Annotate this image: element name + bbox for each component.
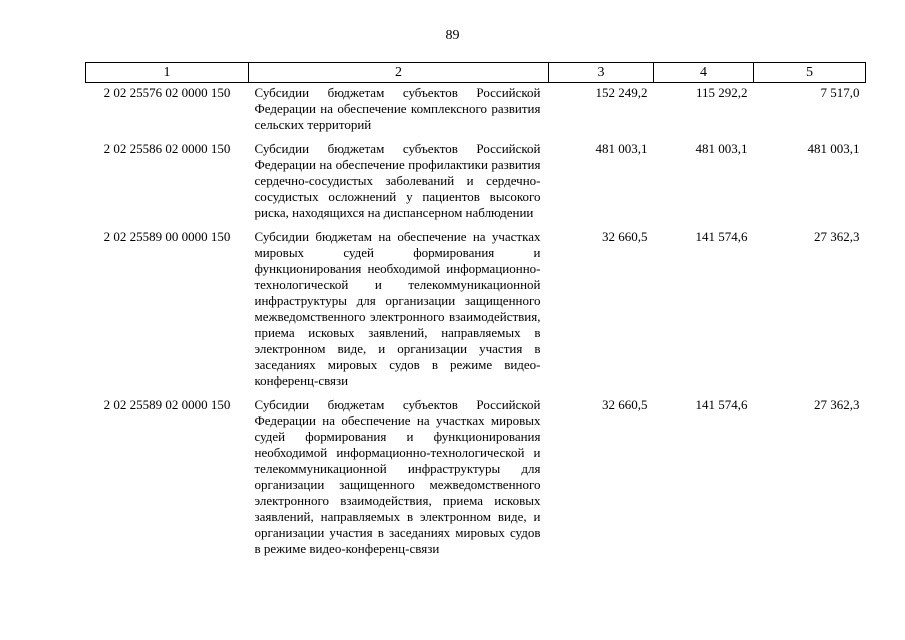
budget-code: 2 02 25576 02 0000 150 <box>103 85 231 100</box>
amount-col-4: 141 574,6 <box>695 397 748 412</box>
amount-col-3: 481 003,1 <box>595 141 648 156</box>
page-number: 89 <box>445 28 460 43</box>
budget-code: 2 02 25586 02 0000 150 <box>103 141 231 156</box>
amount-col-5: 27 362,3 <box>814 229 860 244</box>
table-row <box>86 395 866 563</box>
amount-col-3: 32 660,5 <box>602 397 648 412</box>
budget-table <box>85 62 866 563</box>
budget-code: 2 02 25589 02 0000 150 <box>103 397 231 412</box>
amount-col-4: 115 292,2 <box>695 85 748 100</box>
row-description: Субсидии бюджетам на обеспечение на участках мировых судей формирования и функционирования необходимой информационно-технологической и телекоммуникационной инфраструктуры для организации защищенного межведомственного электронного взаимодействия, приема исковых заявлений, направляемых в электронном виде, и организации участия в заседаниях мировых судов в режиме видео-конференц-связи <box>254 229 541 388</box>
row-description: Субсидии бюджетам субъектов Российской Федерации на обеспечение профилактики развития сердечно-сосудистых заболеваний и сердечно-сосудистых осложнений у пациентов высокого риска, находящихся на диспансерном наблюдении <box>254 141 541 220</box>
amount-col-4: 481 003,1 <box>695 141 748 156</box>
row-description: Субсидии бюджетам субъектов Российской Федерации на обеспечение комплексного развития сельских территорий <box>254 85 541 132</box>
amount-col-4: 141 574,6 <box>695 229 748 244</box>
column-header-1: 1 <box>86 63 249 83</box>
header-row <box>86 63 866 83</box>
table-row <box>86 227 866 395</box>
row-description: Субсидии бюджетам субъектов Российской Федерации на обеспечение на участках мировых судей формирования и функционирования необходимой информационно-технологической и телекоммуникационной инфраструктуры для организации защищенного межведомственного электронного взаимодействия, приема исковых заявлений, направляемых в электронном виде, и организации участия в заседаниях мировых судов в режиме видео-конференц-связи <box>254 397 541 556</box>
column-header-3: 3 <box>549 63 654 83</box>
table-row <box>86 139 866 227</box>
amount-col-3: 152 249,2 <box>595 85 648 100</box>
amount-col-5: 7 517,0 <box>820 85 860 100</box>
table-row <box>86 83 866 140</box>
amount-col-5: 481 003,1 <box>807 141 860 156</box>
budget-code: 2 02 25589 00 0000 150 <box>103 229 231 244</box>
amount-col-3: 32 660,5 <box>602 229 648 244</box>
column-header-2: 2 <box>249 63 549 83</box>
column-header-4: 4 <box>654 63 754 83</box>
amount-col-5: 27 362,3 <box>814 397 860 412</box>
column-header-5: 5 <box>754 63 866 83</box>
